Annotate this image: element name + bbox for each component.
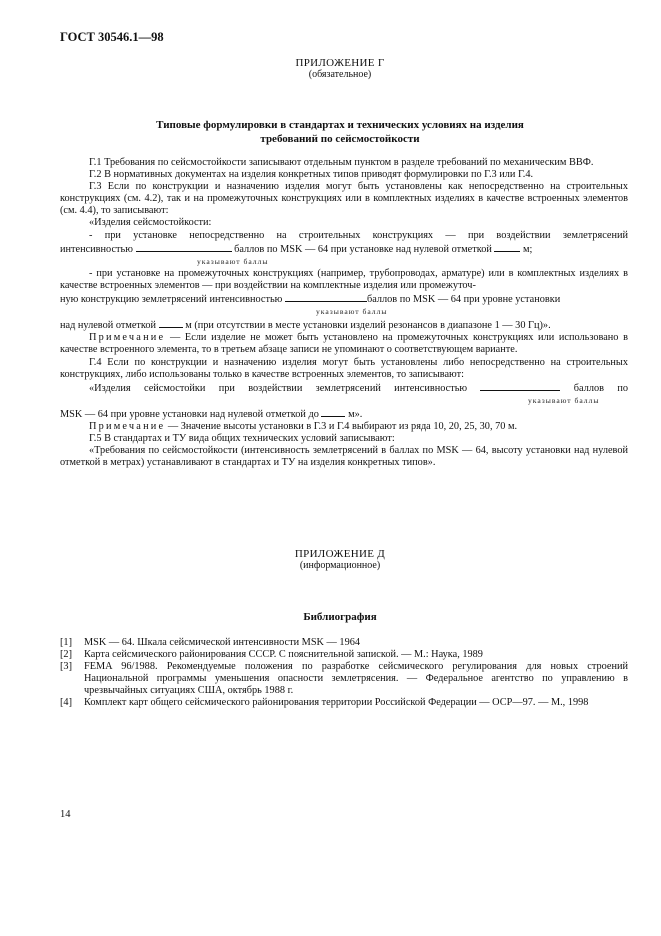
height-blank-3: [321, 407, 345, 417]
bibliography-item-number: [1]: [60, 637, 73, 648]
note-1-label: Примечание: [89, 332, 166, 344]
blank-caption-3: указывают баллы: [528, 395, 600, 405]
bibliography-item-number: [2]: [60, 649, 73, 661]
paragraph-g4: Г.4 Если по конструкции и назначению изделия могут быть установлены либо непосредственно на строительных конструкциях, либо использованы только в качестве встроенных элементов, то записывают:: [60, 356, 628, 380]
heading-line-2: требований по сейсмостойкости: [260, 133, 420, 145]
paragraph-g3-item2-line2: ную конструкцию землетрясений интенсивностью баллов по MSK — 64 при уровне установки: [60, 294, 561, 306]
blank-caption-2: указывают баллы: [316, 307, 388, 317]
height-blank-1: [494, 242, 520, 252]
note-2-label: Примечание: [89, 420, 166, 432]
paragraph-g3-item1-line2: интенсивностью баллов по MSK — 64 при установке над нулевой отметкой м;: [60, 243, 533, 255]
bibliography-item-number: [3]: [60, 661, 73, 673]
bibliography-item: [60, 649, 628, 661]
bibliography-item-text: Комплект карт общего сейсмического районирования территории Российской Федерации — ОСР—97. — М., 1998: [84, 697, 589, 709]
paragraph-g2: Г.2 В нормативных документах на изделия конкретных типов приводят формулировки по Г.3 или Г.4.: [89, 169, 534, 181]
intensity-blank-3: [480, 381, 560, 391]
bibliography-item: [60, 697, 628, 709]
bibliography-item: [60, 661, 628, 697]
appendix-g-subtitle: (обязательное): [308, 69, 372, 80]
paragraph-g3: Г.3 Если по конструкции и назначению изделия могут быть установлены как непосредственно на строительных конструкциях (см. 4.2), так и на промежуточных конструкциях или в комплектных изделиях в качестве встроенных элементов (см. 4.4), то записывают:: [60, 181, 628, 217]
page-number: 14: [60, 809, 71, 820]
height-blank-2: [159, 318, 183, 328]
appendix-d-block: [60, 548, 620, 571]
paragraph-g3-item1: - при установке непосредственно на строительных конструкциях — при воздействии землетрясений: [89, 229, 628, 241]
bibliography-item-number: [4]: [60, 697, 73, 709]
appendix-g-title: ПРИЛОЖЕНИЕ Г: [295, 57, 385, 69]
heading-line-1: Типовые формулировки в стандартах и технических условиях на изделия: [156, 119, 524, 131]
bibliography-item-text: MSK — 64. Шкала сейсмической интенсивности MSK — 1964: [84, 637, 361, 648]
paragraph-g5-quote: «Требования по сейсмостойкости (интенсивность землетрясений в баллах по MSK — 64, высоту установки над нулевой отметкой в метрах) устанавливают в стандартах и ТУ на изделия конкретных типов».: [60, 445, 628, 469]
intensity-blank-2: [285, 292, 367, 302]
appendix-g-body: [60, 157, 628, 469]
paragraph-g4-quote-line2: MSK — 64 при уровне установки над нулевой отметкой до м».: [60, 408, 363, 420]
bibliography-item: [60, 637, 628, 649]
paragraph-g5: Г.5 В стандартах и ТУ вида общих технических условий записывают:: [89, 433, 395, 445]
bibliography-item-text: FEMA 96/1988. Рекомендуемые положения по разработке сейсмического регулирования для новых строений Национальной программы уменьшения опасности землетрясения. — Федеральное агентство по управлению в чрезвычайных ситуациях США, октябрь 1988 г.: [84, 661, 628, 697]
paragraph-g3-item2-line3: над нулевой отметкой м (при отсутствии в месте установки изделий резонансов в диапазоне 1 — 30 Гц)».: [60, 320, 551, 332]
note-1: Примечание — Если изделие не может быть установлено на промежуточных конструкциях или использовано в качестве встроенного элемента, то в третьем абзаце записи не упоминают о соответствующем варианте.: [60, 332, 628, 356]
blank-caption-1: указывают баллы: [197, 256, 269, 266]
paragraph-g3-quote: «Изделия сейсмостойкости:: [89, 217, 212, 229]
paragraph-g3-item2: - при установке на промежуточных конструкциях (например, трубопроводах, арматуре) или в комплектных изделиях в качестве встроенных элементов — при воздействии на комплектные изделия или промежуточ-: [60, 267, 628, 291]
note-2: Примечание — Значение высоты установки в Г.3 и Г.4 выбирают из ряда 10, 20, 25, 30, 70 м.: [89, 420, 518, 432]
appendix-d-subtitle: (информационное): [299, 560, 381, 571]
bibliography-list: [60, 637, 628, 710]
intensity-blank-1: [136, 242, 232, 252]
appendix-d-title: ПРИЛОЖЕНИЕ Д: [294, 548, 386, 560]
bibliography-item-text: Карта сейсмического районирования СССР. С пояснительной запиской. — М.: Наука, 1989: [84, 649, 483, 661]
document-header: ГОСТ 30546.1—98: [60, 30, 164, 44]
paragraph-g1: Г.1 Требования по сейсмостойкости записывают отдельным пунктом в разделе требований по механическим ВВФ.: [89, 157, 594, 168]
paragraph-g4-quote: «Изделия сейсмостойки при воздействии землетрясений интенсивностью баллов по: [89, 382, 628, 394]
appendix-g-block: [60, 57, 620, 80]
appendix-g-heading: [60, 118, 620, 146]
bibliography-title: Библиография: [303, 611, 377, 623]
